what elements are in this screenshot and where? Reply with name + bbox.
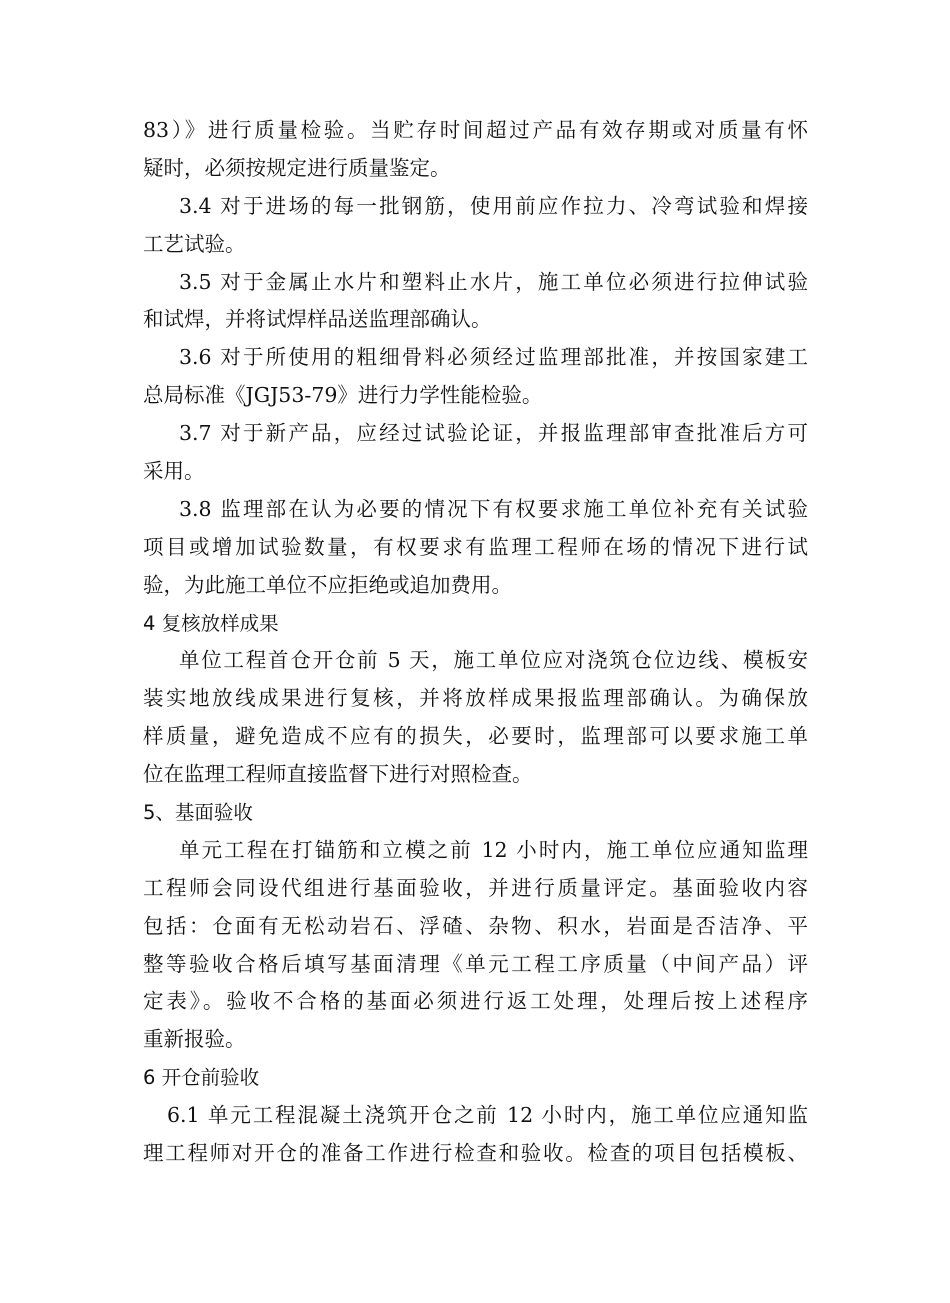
paragraph-line: 项目或增加试验数量，有权要求有监理工程师在场的情况下进行试	[143, 534, 808, 559]
section-heading: 5、基面验收	[143, 801, 253, 825]
paragraph-line: 3.7 对于新产品，应经过试验论证，并报监理部审查批准后方可	[179, 421, 808, 446]
paragraph-line: 工艺试验。	[143, 231, 246, 256]
document-page	[143, 112, 808, 1173]
paragraph-line: 3.4 对于进场的每一批钢筋，使用前应作拉力、冷弯试验和焊接	[179, 193, 808, 218]
paragraph-line: 整等验收合格后填写基面清理《单元工程工序质量（中间产品）评	[143, 951, 808, 976]
paragraph-line: 采用。	[143, 459, 205, 484]
section-heading: 4 复核放样成果	[143, 611, 279, 635]
paragraph-line: 理工程师对开仓的准备工作进行检查和验收。检查的项目包括模板、	[143, 1141, 808, 1166]
paragraph-line: 单元工程在打锚筋和立模之前 12 小时内，施工单位应通知监理	[179, 837, 808, 862]
paragraph-line: 疑时，必须按规定进行质量鉴定。	[143, 155, 451, 180]
paragraph-line: 定表》。验收不合格的基面必须进行返工处理，处理后按上述程序	[143, 989, 808, 1014]
paragraph-line: 6.1 单元工程混凝土浇筑开仓之前 12 小时内，施工单位应通知监	[167, 1103, 808, 1128]
paragraph-line: 位在监理工程师直接监督下进行对照检查。	[143, 762, 533, 787]
paragraph-line: 重新报验。	[143, 1027, 246, 1052]
paragraph-line: 样质量，避免造成不应有的损失，必要时，监理部可以要求施工单	[143, 724, 808, 749]
paragraph-line: 83）》进行质量检验。当贮存时间超过产品有效存期或对质量有怀	[143, 118, 808, 142]
paragraph-line: 和试焊，并将试焊样品送监理部确认。	[143, 307, 492, 332]
paragraph-line: 3.5 对于金属止水片和塑料止水片，施工单位必须进行拉伸试验	[179, 269, 808, 294]
paragraph-line: 装实地放线成果进行复核，并将放样成果报监理部确认。为确保放	[143, 686, 808, 711]
paragraph-line: 3.8 监理部在认为必要的情况下有权要求施工单位补充有关试验	[179, 496, 808, 521]
paragraph-line: 总局标准《JGJ53-79》进行力学性能检验。	[143, 383, 543, 408]
paragraph-line: 验，为此施工单位不应拒绝或追加费用。	[143, 572, 512, 597]
paragraph-line: 单位工程首仓开仓前 5 天，施工单位应对浇筑仓位边线、模板安	[179, 648, 808, 673]
paragraph-line: 包括：仓面有无松动岩石、浮碴、杂物、积水，岩面是否洁净、平	[143, 913, 808, 938]
section-heading: 6 开仓前验收	[143, 1066, 260, 1090]
paragraph-line: 工程师会同设代组进行基面验收，并进行质量评定。基面验收内容	[143, 875, 808, 900]
paragraph-line: 3.6 对于所使用的粗细骨料必须经过监理部批准，并按国家建工	[179, 345, 808, 370]
